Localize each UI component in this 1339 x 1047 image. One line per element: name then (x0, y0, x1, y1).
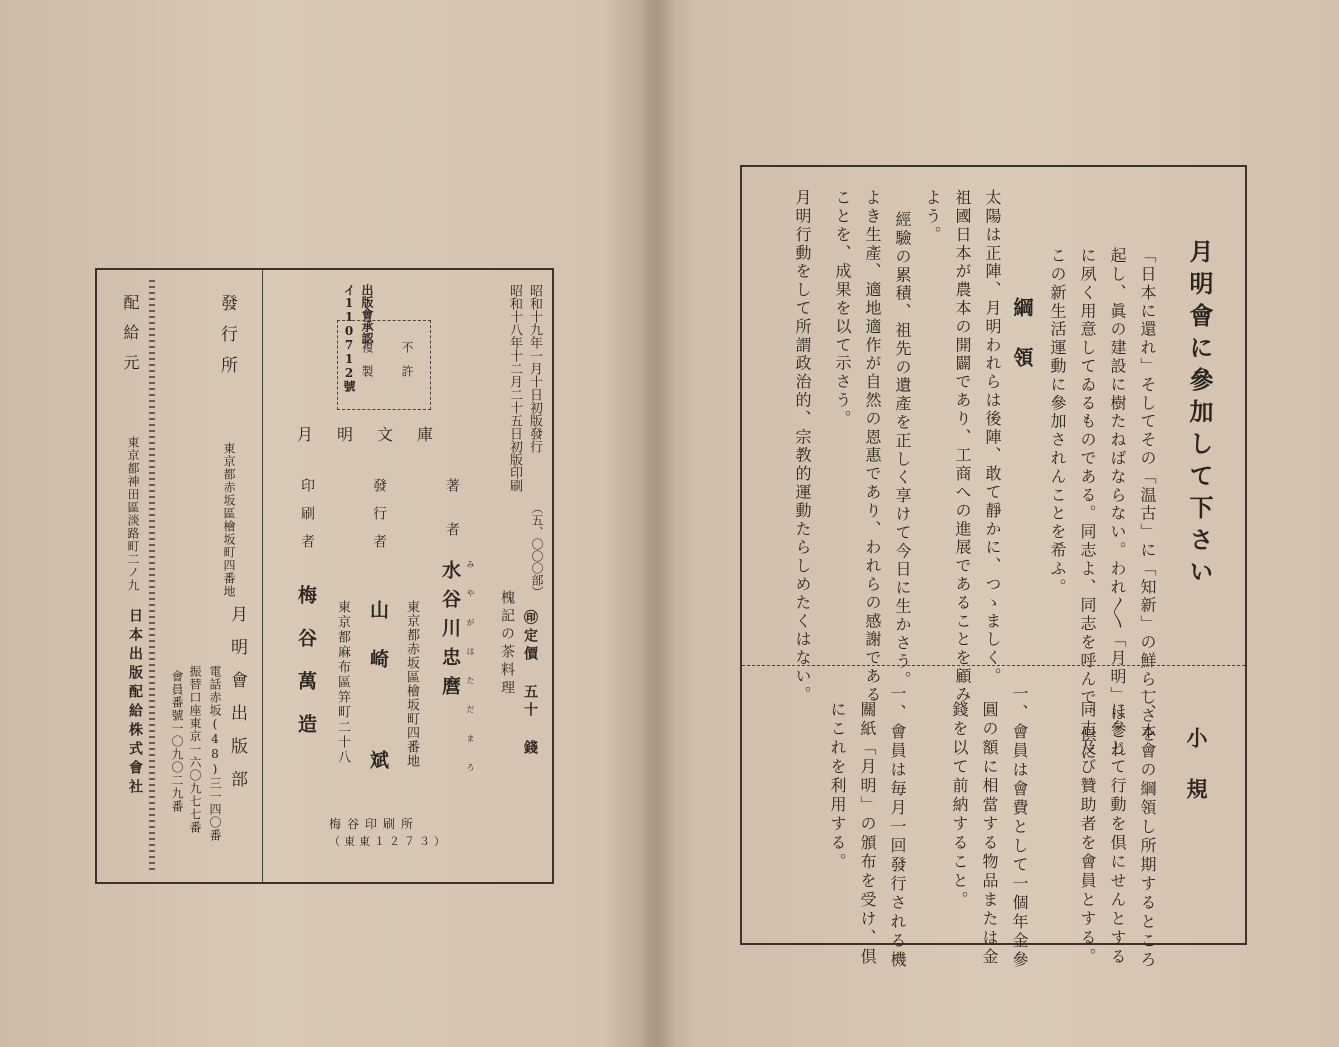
membership-box (740, 165, 1247, 970)
section2-line-9: にこれを利用する。 (828, 701, 847, 872)
seal-line-2: 複製 (360, 341, 374, 389)
section2-line-4: 一、會員は會費として一個年金參 (1010, 685, 1029, 970)
colophon-divider (262, 270, 263, 882)
price: ㊞定價 五十 錢 (522, 610, 538, 758)
intro-line-1: 「日本に還れ」そしてその「温古」に「知新」の鮮らしさを (1138, 247, 1157, 744)
section2-line-5: 圓の額に相當する物品または金 (980, 701, 999, 967)
section1-heading: 綱領 (1010, 297, 1034, 397)
section1-line-1: 太陽は正陣、月明われらは後陣、敢て靜かに、つゝましく。 (983, 189, 1002, 686)
wavy-divider (149, 280, 155, 872)
publisher-address: 東京都赤坂區檜坂町四番地 (404, 600, 419, 768)
section2-heading: 小規 (1184, 727, 1209, 829)
author-ruby: み や が は た だ ま ろ (466, 560, 475, 777)
section1-line-4: 經驗の累積、祖先の遺產を正しく享けて今日に生かさう。 (893, 211, 912, 690)
publisher-name: 山崎 斌 (367, 600, 389, 799)
section2-line-2: に參じて行動を倶にせんとする (1108, 701, 1127, 967)
press-code: （東東１２７３） (329, 835, 449, 848)
section-divider (742, 665, 1245, 666)
intro-line-2: 起し、眞の建設に樹たねばならない。われ〳〵「月明」はこれ (1108, 247, 1127, 760)
printer-label: 印刷者 (299, 478, 315, 562)
author-label: 著者 (444, 478, 460, 566)
issue-date: 昭和十九年一月十日初版發行 (527, 284, 542, 453)
intro-line-3: に夙く用意してゐるものである。同志よ、同志を呼んで、倶に (1078, 247, 1097, 763)
printer-name: 梅谷萬造 (295, 585, 317, 757)
print-run: （五、〇〇〇部） (530, 502, 544, 598)
publisher-label: 發行者 (371, 478, 387, 562)
distributor-name: 日本出版配給株式會社 (127, 608, 143, 798)
intro-line-4: この新生活運動に參加されんことを希ふ。 (1048, 247, 1067, 597)
author-name: 水谷川忠麿 (439, 560, 461, 705)
section1-line-5: よき生產、適地適作が自然の恩惠であり、われらの感謝である (863, 189, 882, 705)
section2-line-7: 一、會員は毎月一回發行される機 (888, 685, 907, 970)
printer-address: 東京都麻布區笄町二十八 (335, 600, 350, 765)
colophon-box (95, 268, 554, 884)
section1-line-6: ことを、成果を以て示さう。 (833, 189, 852, 429)
issuer-address: 東京都赤坂區檜坂町四番地 (222, 442, 236, 598)
issuer-transfer: 振替口座東京一六〇九七七番 (188, 665, 202, 834)
section1-line-7: 月明行動をして所謂政治的、宗教的運動たらしめたくはない。 (793, 189, 812, 705)
distributor-address: 東京都神田區淡路町二ノ九 (126, 436, 140, 592)
print-date: 昭和十八年十二月二十五日初版印刷 (507, 284, 522, 492)
section2-line-3: 同志及び贊助者を會員とする。 (1078, 701, 1097, 967)
issuer-phone: 電話赤坂(48)三一四〇番 (208, 665, 222, 842)
approval-line-2: イ110712號 (342, 284, 356, 392)
left-page (0, 0, 655, 1047)
distributor-label: 配給元 (121, 294, 140, 384)
approval-line-1: 出版會承認 (360, 284, 374, 344)
issuer-label: 發行所 (217, 294, 237, 387)
section2-line-6: 錢を以て前納すること。 (950, 701, 969, 910)
section2-line-8: 關紙「月明」の頒布を受け、倶 (858, 701, 877, 967)
reproduction-seal (337, 320, 431, 410)
section1-line-3: よう。 (923, 189, 942, 245)
section2-line-1: 一、本會の綱領し所期するところ (1138, 685, 1157, 970)
section1-line-2: 祖國日本が農本の開闢であり、工商への進展であることを顧み (953, 189, 972, 705)
series-name: 月明文庫 (297, 425, 458, 444)
page-title: 月明會に參加して下さい (1185, 239, 1214, 591)
issuer-member: 會員番號一〇九〇二九番 (170, 670, 184, 813)
right-page (660, 0, 1339, 1047)
book-title: 槐記の茶料理 (499, 590, 515, 698)
press-name: 梅谷印刷所 (329, 817, 420, 831)
seal-line-1: 不許 (400, 341, 414, 389)
issuer-name: 月明會出版部 (227, 605, 247, 803)
